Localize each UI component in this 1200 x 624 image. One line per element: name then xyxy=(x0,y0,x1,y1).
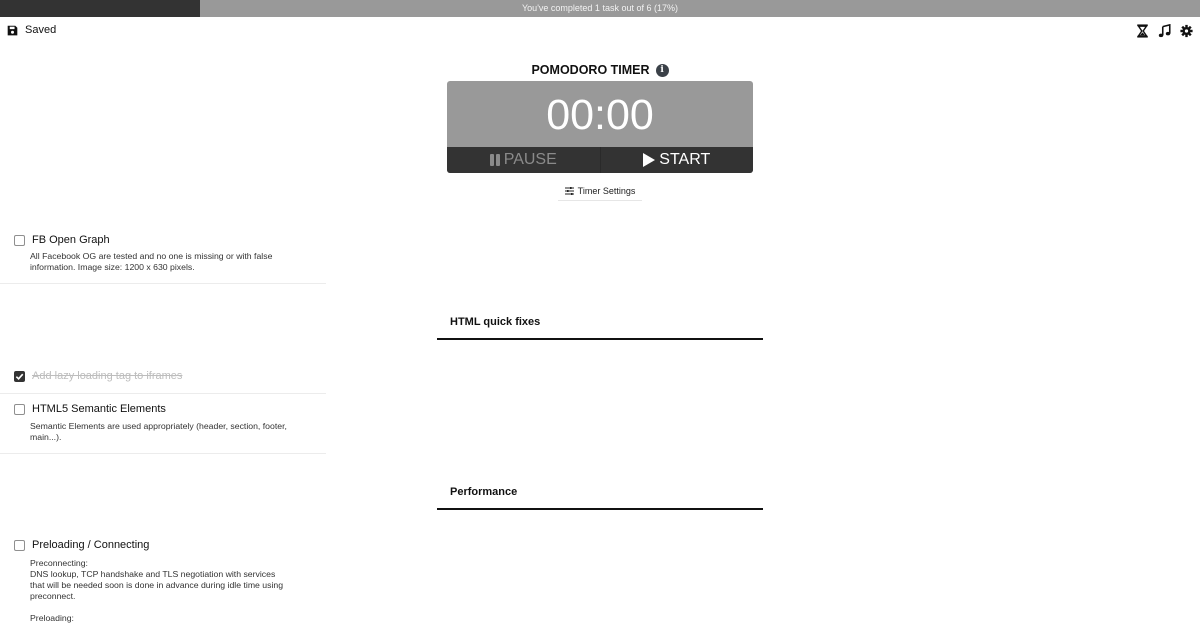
timer-title xyxy=(0,63,1200,77)
task-description: All Facebook OG are tested and no one is missing or with false information. Image size: 1200 x 630 pixels. xyxy=(30,251,273,272)
section-title: Performance xyxy=(450,486,518,498)
saved-status xyxy=(7,24,56,36)
task-checkbox[interactable] xyxy=(14,371,25,382)
task-head xyxy=(14,370,182,382)
play-icon xyxy=(643,153,655,167)
task-description: Semantic Elements are used appropriately (header, section, footer, main...). xyxy=(30,421,287,442)
task-head xyxy=(14,539,149,551)
timer-settings-button[interactable] xyxy=(558,182,642,201)
timer-title-text: POMODORO TIMER xyxy=(531,63,650,77)
start-label: START xyxy=(659,151,711,168)
info-icon[interactable]: i xyxy=(656,64,669,77)
gear-icon[interactable] xyxy=(1180,24,1193,38)
task-checkbox[interactable] xyxy=(14,235,25,246)
task-checkbox[interactable] xyxy=(14,404,25,415)
timer-settings-label: Timer Settings xyxy=(577,186,636,196)
description-spacer xyxy=(30,602,290,613)
task-head xyxy=(14,403,166,415)
description-line: Preconnecting: xyxy=(30,558,88,568)
task-title: FB Open Graph xyxy=(32,234,110,246)
timer-box xyxy=(447,81,753,173)
description-line: Preloading: xyxy=(30,613,74,623)
task-description xyxy=(30,558,290,624)
task-item xyxy=(0,225,326,284)
section-header-performance xyxy=(437,470,763,510)
saved-label: Saved xyxy=(25,24,57,36)
task-title: HTML5 Semantic Elements xyxy=(32,403,166,415)
task-item xyxy=(0,394,326,454)
progress-text: You've completed 1 task out of 6 (17%) xyxy=(522,3,678,13)
sliders-icon xyxy=(565,187,574,195)
start-button[interactable] xyxy=(601,147,754,173)
task-item xyxy=(0,360,326,394)
task-title: Preloading / Connecting xyxy=(32,539,150,551)
pause-icon xyxy=(490,154,500,166)
pause-label: PAUSE xyxy=(503,151,557,168)
progress-bar xyxy=(0,0,1200,17)
description-line: DNS lookup, TCP handshake and TLS negotiation with services that will be needed soon is done in advance during idle time using preconnect. xyxy=(30,569,284,601)
check-icon xyxy=(15,372,24,381)
hourglass-icon[interactable] xyxy=(1136,24,1149,38)
section-header-html-quick-fixes xyxy=(437,300,763,340)
timer-controls xyxy=(447,147,753,173)
timer-display: 00:00 xyxy=(546,90,654,139)
save-icon xyxy=(7,25,18,36)
music-icon[interactable] xyxy=(1158,24,1171,38)
section-title: HTML quick fixes xyxy=(450,316,541,328)
task-checkbox[interactable] xyxy=(14,540,25,551)
top-toolbar xyxy=(1136,24,1193,38)
task-head xyxy=(14,234,110,246)
task-title: Add lazy loading tag to iframes xyxy=(32,370,183,382)
task-item xyxy=(0,530,326,624)
pause-button[interactable] xyxy=(447,147,601,173)
